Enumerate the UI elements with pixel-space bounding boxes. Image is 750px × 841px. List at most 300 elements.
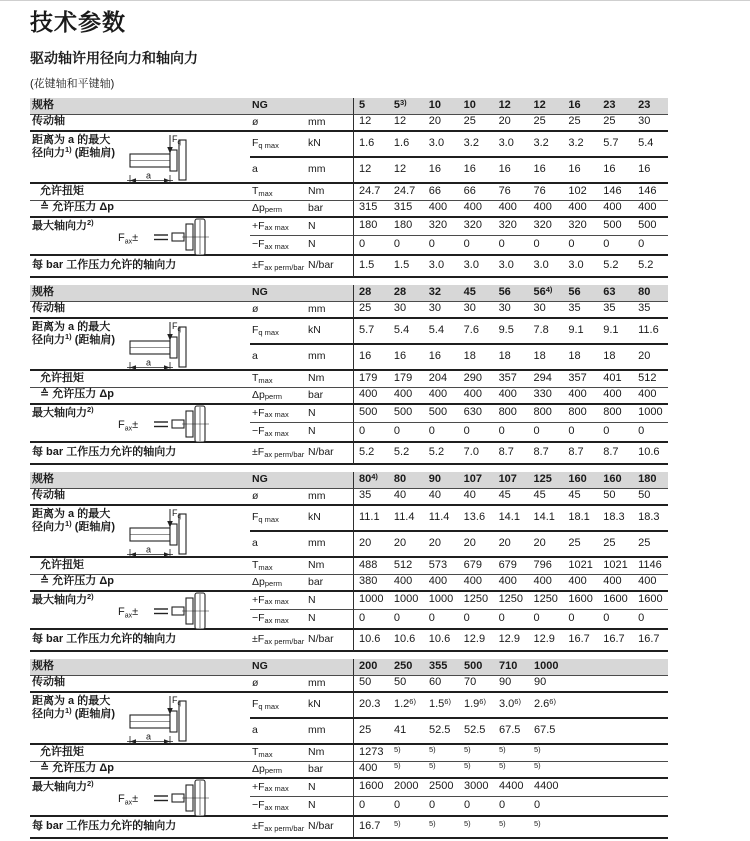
value-cell: 1000 bbox=[534, 659, 559, 672]
fax-plus-unit: N bbox=[308, 218, 353, 236]
fq-label: $F_q$ bbox=[172, 694, 181, 707]
value-cell: 40 bbox=[463, 489, 476, 502]
dim-a-label: a bbox=[146, 731, 152, 742]
value-cell: 0 bbox=[464, 798, 471, 811]
value-cell: 400 bbox=[393, 575, 413, 588]
value-cell: 0 bbox=[499, 798, 506, 811]
value-row-dia bbox=[353, 115, 668, 132]
value-cell: 18.3 bbox=[603, 510, 625, 523]
fax-plus-symbol: +F $_{ax max}$ bbox=[250, 779, 308, 797]
value-cell: 400 bbox=[533, 575, 552, 588]
value-row-fq bbox=[353, 319, 668, 345]
value-cell: 0 bbox=[568, 611, 575, 624]
value-cell: 0 bbox=[533, 424, 540, 437]
value-cell: 35 bbox=[359, 489, 372, 502]
value-cell: 16 bbox=[393, 349, 407, 362]
value-cell: 5) bbox=[429, 818, 436, 828]
value-cell: 9.5 bbox=[498, 323, 514, 336]
value-cell: 357 bbox=[498, 371, 517, 384]
spec-label: 规格 bbox=[30, 285, 250, 302]
a-unit: mm bbox=[308, 532, 353, 558]
value-cell: 320 bbox=[533, 219, 552, 232]
value-cell: 179 bbox=[359, 371, 378, 384]
value-cell: 800 bbox=[498, 406, 517, 419]
value-cell: 4400 bbox=[499, 780, 524, 793]
value-cell: 8.7 bbox=[603, 445, 619, 458]
value-cell: 5) bbox=[499, 744, 506, 754]
value-cell: 573 bbox=[428, 558, 448, 571]
value-row-fq bbox=[353, 132, 668, 158]
fax-label: $F_{ax}\pm$ bbox=[118, 792, 139, 807]
value-cell: 1600 bbox=[568, 593, 593, 606]
radial-line1: 距离为 a 的最大 bbox=[32, 133, 111, 146]
fax-minus-symbol: −F $_{ax max}$ bbox=[250, 423, 308, 443]
value-cell: 1.5$^{6)}$ bbox=[429, 696, 451, 710]
value-cell: 25 bbox=[638, 536, 651, 549]
value-cell: 11.1 bbox=[359, 510, 380, 523]
value-cell: 1000 bbox=[638, 406, 663, 419]
value-cell: 512 bbox=[393, 558, 413, 571]
value-cell: 5.2 bbox=[393, 445, 410, 458]
section-title: 驱动轴许用径向力和轴向力 bbox=[30, 49, 198, 66]
value-cell: 0 bbox=[429, 798, 436, 811]
value-cell: 179 bbox=[393, 371, 413, 384]
value-cell: 2500 bbox=[429, 780, 454, 793]
radial-force-label bbox=[30, 506, 250, 558]
fq-unit: kN bbox=[308, 506, 353, 532]
value-cell: 0 bbox=[638, 237, 645, 250]
fax-label: $F_{ax}\pm$ bbox=[118, 231, 139, 246]
value-cell: 320 bbox=[498, 219, 517, 232]
axial-line1: 最大轴向力$^{2)}$ bbox=[32, 591, 94, 606]
value-cell: 9.1 bbox=[568, 323, 584, 336]
value-cell: 45 bbox=[463, 285, 476, 298]
value-cell: 5.4 bbox=[638, 136, 654, 149]
perbar-label: 每 bar 工作压力允许的轴向力 bbox=[30, 630, 250, 652]
shaft-label: 传动轴 bbox=[30, 676, 250, 693]
value-cell: 12 bbox=[533, 98, 546, 111]
value-cell: 1600 bbox=[359, 780, 384, 793]
value-cell: 400 bbox=[498, 201, 517, 214]
value-cell: 10 bbox=[463, 98, 476, 111]
value-cell: 2.6$^{6)}$ bbox=[534, 696, 556, 710]
fq-unit: kN bbox=[308, 319, 353, 345]
value-row-dia bbox=[353, 489, 668, 506]
value-cell: 16 bbox=[533, 162, 546, 175]
value-cell: 5) bbox=[534, 818, 541, 828]
torque-label: 允许扭矩 bbox=[30, 558, 250, 575]
spec-table-block-2 bbox=[30, 285, 668, 465]
value-row-fax_minus bbox=[353, 797, 668, 817]
shaft-label: 传动轴 bbox=[30, 302, 250, 319]
value-cell: 56 bbox=[498, 285, 511, 298]
value-row-dp bbox=[353, 575, 668, 592]
value-cell: 20 bbox=[498, 536, 511, 549]
radial-line1: 距离为 a 的最大 bbox=[32, 694, 111, 707]
value-cell: 355 bbox=[429, 659, 448, 672]
value-cell: 63 bbox=[603, 285, 616, 298]
value-cell: 5) bbox=[394, 818, 401, 828]
value-cell: 1021 bbox=[603, 558, 628, 571]
value-cell: 70 bbox=[464, 676, 477, 689]
value-cell: 30 bbox=[533, 302, 546, 315]
value-cell: 0 bbox=[603, 611, 610, 624]
fax-minus-symbol: −F $_{ax max}$ bbox=[250, 797, 308, 817]
radial-force-diagram bbox=[126, 133, 198, 185]
pressure-label: ≙ 允许压力 Δp bbox=[30, 762, 250, 779]
value-cell: 30 bbox=[463, 302, 476, 315]
value-cell: 0 bbox=[359, 424, 366, 437]
value-cell: 20 bbox=[463, 536, 476, 549]
value-cell: 0 bbox=[498, 611, 505, 624]
value-cell: 30 bbox=[393, 302, 407, 315]
value-cell: 1250 bbox=[498, 593, 524, 606]
value-cell: 16 bbox=[428, 349, 442, 362]
value-cell: 25 bbox=[603, 115, 616, 128]
value-cell: 8.7 bbox=[498, 445, 514, 458]
value-cell: 401 bbox=[603, 371, 622, 384]
a-unit: mm bbox=[308, 719, 353, 745]
value-cell: 0 bbox=[428, 611, 435, 624]
value-cell: 630 bbox=[463, 406, 483, 419]
value-cell: 3.0 bbox=[498, 258, 514, 271]
value-row-t bbox=[353, 745, 668, 762]
fq-symbol: F $_{q max}$ bbox=[250, 693, 308, 719]
value-cell: 5) bbox=[534, 744, 541, 754]
fax-plus-symbol: +F $_{ax max}$ bbox=[250, 218, 308, 236]
value-cell: 180 bbox=[638, 472, 657, 485]
value-cell: 1.6 bbox=[393, 136, 410, 149]
value-cell: 16 bbox=[463, 162, 476, 175]
value-cell: 18.1 bbox=[568, 510, 590, 523]
value-cell: 12 bbox=[498, 98, 511, 111]
torque-label: 允许扭矩 bbox=[30, 184, 250, 201]
value-cell: 400 bbox=[463, 388, 483, 401]
value-cell: 14.1 bbox=[498, 510, 520, 523]
spec-symbol: NG bbox=[250, 285, 308, 302]
torque-symbol: T $_{max}$ bbox=[250, 184, 308, 201]
fax-minus-unit: N bbox=[308, 423, 353, 443]
value-cell: 5.7 bbox=[359, 323, 375, 336]
value-row-fax_minus bbox=[353, 236, 668, 256]
value-cell: 1600 bbox=[638, 593, 663, 606]
value-cell: 315 bbox=[393, 201, 413, 214]
value-cell: 5.4 bbox=[393, 323, 410, 336]
value-cell: 3.0 bbox=[428, 136, 445, 149]
value-cell: 24.7 bbox=[393, 184, 416, 197]
value-cell: 12 bbox=[359, 115, 372, 128]
value-cell: 30 bbox=[428, 302, 442, 315]
value-cell: 400 bbox=[533, 201, 552, 214]
value-cell: 35 bbox=[638, 302, 651, 315]
value-cell: 146 bbox=[603, 184, 622, 197]
value-row-dia bbox=[353, 676, 668, 693]
value-cell: 20 bbox=[428, 536, 442, 549]
value-cell: 30 bbox=[638, 115, 651, 128]
value-row-per_bar bbox=[353, 443, 668, 465]
perbar-unit: N/bar bbox=[308, 256, 353, 278]
perbar-unit: N/bar bbox=[308, 443, 353, 465]
value-cell: 796 bbox=[533, 558, 552, 571]
pressure-symbol: Δp $_{perm}$ bbox=[250, 201, 308, 218]
value-cell: 35 bbox=[603, 302, 616, 315]
value-cell: 18 bbox=[498, 349, 511, 362]
fax-minus-symbol: −F $_{ax max}$ bbox=[250, 610, 308, 630]
value-cell: 500 bbox=[359, 406, 378, 419]
fax-minus-unit: N bbox=[308, 610, 353, 630]
value-cell: 25 bbox=[463, 115, 476, 128]
value-cell: 1.6 bbox=[359, 136, 375, 149]
shaft-symbol: ø bbox=[250, 676, 308, 693]
value-cell: 5.2 bbox=[638, 258, 654, 271]
torque-symbol: T $_{max}$ bbox=[250, 371, 308, 388]
radial-line1: 距离为 a 的最大 bbox=[32, 507, 111, 520]
value-cell: 28 bbox=[393, 285, 407, 298]
value-cell: 290 bbox=[463, 371, 483, 384]
value-cell: 0 bbox=[498, 424, 505, 437]
value-cell: 400 bbox=[393, 388, 413, 401]
pressure-label: ≙ 允许压力 Δp bbox=[30, 201, 250, 218]
value-cell: 315 bbox=[359, 201, 378, 214]
value-cell: 1000 bbox=[359, 593, 384, 606]
value-cell: 160 bbox=[603, 472, 622, 485]
value-cell: 0 bbox=[603, 424, 610, 437]
value-cell: 50 bbox=[603, 489, 616, 502]
pressure-label: ≙ 允许压力 Δp bbox=[30, 388, 250, 405]
value-cell: 0 bbox=[393, 237, 401, 250]
torque-unit: Nm bbox=[308, 371, 353, 388]
torque-label: 允许扭矩 bbox=[30, 371, 250, 388]
value-cell: 52.5 bbox=[429, 723, 451, 736]
spec-table-block-4 bbox=[30, 659, 668, 839]
value-cell: 18 bbox=[533, 349, 546, 362]
value-cell: 10.6 bbox=[638, 445, 660, 458]
value-row-a bbox=[353, 345, 668, 371]
value-cell: 1146 bbox=[638, 558, 662, 571]
value-cell: 5) bbox=[464, 744, 471, 754]
torque-unit: Nm bbox=[308, 745, 353, 762]
value-row-fax_minus bbox=[353, 423, 668, 443]
value-cell: 679 bbox=[498, 558, 517, 571]
value-cell: 18.3 bbox=[638, 510, 660, 523]
pressure-unit: bar bbox=[308, 575, 353, 592]
spec-label: 规格 bbox=[30, 472, 250, 489]
value-row-dia bbox=[353, 302, 668, 319]
value-row-fax_plus bbox=[353, 405, 668, 423]
torque-symbol: T $_{max}$ bbox=[250, 558, 308, 575]
pressure-unit: bar bbox=[308, 201, 353, 218]
value-cell: 3000 bbox=[464, 780, 489, 793]
value-cell: 146 bbox=[638, 184, 657, 197]
value-cell: 1250 bbox=[533, 593, 558, 606]
value-cell: 1000 bbox=[393, 593, 419, 606]
value-cell: 710 bbox=[499, 659, 518, 672]
value-cell: 3.2 bbox=[568, 136, 584, 149]
value-cell: 4400 bbox=[534, 780, 559, 793]
spec-unit-empty bbox=[308, 285, 353, 302]
axial-force-diagram bbox=[116, 405, 238, 443]
spec-table-block-3 bbox=[30, 472, 668, 652]
radial-line1: 距离为 a 的最大 bbox=[32, 320, 111, 333]
perbar-symbol: ±F $_{ax perm/bar}$ bbox=[250, 817, 308, 839]
value-cell: 3.0$^{6)}$ bbox=[499, 696, 521, 710]
value-cell: 7.6 bbox=[463, 323, 479, 336]
value-cell: 16.7 bbox=[359, 819, 381, 832]
value-cell: 11.4 bbox=[428, 510, 450, 523]
value-cell: 16 bbox=[428, 162, 442, 175]
fax-minus-unit: N bbox=[308, 236, 353, 256]
radial-force-label bbox=[30, 693, 250, 745]
pressure-unit: bar bbox=[308, 762, 353, 779]
value-cell: 25 bbox=[603, 536, 616, 549]
value-cell: 1.5 bbox=[359, 258, 375, 271]
value-cell: 0 bbox=[638, 424, 645, 437]
value-cell: 16 bbox=[498, 162, 511, 175]
value-cell: 80 bbox=[393, 472, 407, 485]
value-row-fax_plus bbox=[353, 218, 668, 236]
value-cell: 357 bbox=[568, 371, 587, 384]
value-cell: 800 bbox=[603, 406, 622, 419]
value-cell: 25 bbox=[359, 723, 372, 736]
value-cell: 5.2 bbox=[603, 258, 619, 271]
value-cell: 25 bbox=[568, 115, 581, 128]
value-cell: 12.9 bbox=[533, 632, 555, 645]
value-cell: 20 bbox=[638, 349, 651, 362]
value-cell: 160 bbox=[568, 472, 587, 485]
value-cell: 5) bbox=[429, 761, 436, 771]
fax-plus-unit: N bbox=[308, 779, 353, 797]
fax-minus-symbol: −F $_{ax max}$ bbox=[250, 236, 308, 256]
section-note: (花键轴和平键轴) bbox=[30, 77, 115, 90]
value-row-per_bar bbox=[353, 630, 668, 652]
value-cell: 76 bbox=[498, 184, 511, 197]
value-row-per_bar bbox=[353, 256, 668, 278]
value-cell: 1600 bbox=[603, 593, 628, 606]
fax-plus-symbol: +F $_{ax max}$ bbox=[250, 592, 308, 610]
value-row-dp bbox=[353, 762, 668, 779]
radial-force-diagram bbox=[126, 320, 198, 372]
value-cell: 12.9 bbox=[463, 632, 486, 645]
value-cell: 25 bbox=[568, 536, 581, 549]
torque-unit: Nm bbox=[308, 558, 353, 575]
value-cell: 7.8 bbox=[533, 323, 549, 336]
value-cell: 20 bbox=[498, 115, 511, 128]
value-cell: 5) bbox=[464, 818, 471, 828]
perbar-unit: N/bar bbox=[308, 817, 353, 839]
value-cell: 400 bbox=[568, 575, 587, 588]
value-cell: 10 bbox=[428, 98, 442, 111]
value-cell: 512 bbox=[638, 371, 657, 384]
value-cell: 0 bbox=[428, 424, 435, 437]
value-cell: 67.5 bbox=[499, 723, 521, 736]
value-cell: 20 bbox=[393, 536, 407, 549]
perbar-symbol: ±F $_{ax perm/bar}$ bbox=[250, 443, 308, 465]
value-cell: 18 bbox=[463, 349, 476, 362]
axial-line1: 最大轴向力$^{2)}$ bbox=[32, 404, 94, 419]
radial-force-diagram bbox=[126, 694, 198, 746]
shaft-symbol: ø bbox=[250, 115, 308, 132]
value-cell: 380 bbox=[359, 575, 378, 588]
pressure-symbol: Δp $_{perm}$ bbox=[250, 575, 308, 592]
value-cell: 400 bbox=[603, 388, 622, 401]
value-cell: 0 bbox=[393, 611, 401, 624]
value-cell: 0 bbox=[568, 424, 575, 437]
value-row-ng bbox=[353, 98, 668, 115]
value-cell: 5) bbox=[394, 744, 401, 754]
value-cell: 45 bbox=[533, 489, 546, 502]
value-cell: 56 bbox=[568, 285, 581, 298]
value-cell: 180 bbox=[359, 219, 378, 232]
value-cell: 400 bbox=[603, 575, 622, 588]
value-cell: 1.2$^{6)}$ bbox=[394, 696, 416, 710]
value-row-fax_plus bbox=[353, 592, 668, 610]
value-row-ng bbox=[353, 659, 668, 676]
value-cell: 5) bbox=[499, 818, 506, 828]
value-cell: 3.2 bbox=[533, 136, 549, 149]
page-title: 技术参数 bbox=[30, 9, 126, 35]
value-cell: 20 bbox=[428, 115, 442, 128]
value-cell: 0 bbox=[359, 237, 366, 250]
axial-force-diagram bbox=[116, 779, 238, 817]
value-cell: 5) bbox=[429, 744, 436, 754]
shaft-label: 传动轴 bbox=[30, 115, 250, 132]
value-cell: 20.3 bbox=[359, 697, 381, 710]
value-cell: 400 bbox=[428, 388, 448, 401]
value-cell: 90 bbox=[499, 676, 512, 689]
fq-symbol: F $_{q max}$ bbox=[250, 132, 308, 158]
value-cell: 8.7 bbox=[568, 445, 584, 458]
fq-symbol: F $_{q max}$ bbox=[250, 506, 308, 532]
perbar-unit: N/bar bbox=[308, 630, 353, 652]
value-cell: 5) bbox=[534, 761, 541, 771]
value-cell: 16.7 bbox=[638, 632, 660, 645]
spec-unit-empty bbox=[308, 98, 353, 115]
value-cell: 66 bbox=[428, 184, 442, 197]
value-row-fq bbox=[353, 506, 668, 532]
perbar-symbol: ±F $_{ax perm/bar}$ bbox=[250, 630, 308, 652]
value-cell: 204 bbox=[428, 371, 448, 384]
value-cell: 500 bbox=[393, 406, 413, 419]
value-cell: 11.6 bbox=[638, 323, 659, 336]
a-unit: mm bbox=[308, 345, 353, 371]
value-cell: 30 bbox=[498, 302, 511, 315]
spec-unit-empty bbox=[308, 472, 353, 489]
value-cell: 320 bbox=[428, 219, 448, 232]
value-row-dp bbox=[353, 201, 668, 218]
value-cell: 52.5 bbox=[464, 723, 486, 736]
fq-unit: kN bbox=[308, 693, 353, 719]
value-cell: 200 bbox=[359, 659, 378, 672]
fq-symbol: F $_{q max}$ bbox=[250, 319, 308, 345]
radial-line2: 径向力$^{1)}$ (距轴肩) bbox=[32, 332, 116, 347]
value-cell: 500 bbox=[428, 406, 448, 419]
value-cell: 0 bbox=[393, 424, 401, 437]
spec-symbol: NG bbox=[250, 472, 308, 489]
axial-line1: 最大轴向力$^{2)}$ bbox=[32, 217, 94, 232]
perbar-label: 每 bar 工作压力允许的轴向力 bbox=[30, 256, 250, 278]
value-cell: 50 bbox=[359, 676, 372, 689]
axial-force-diagram bbox=[116, 218, 238, 256]
radial-line2: 径向力$^{1)}$ (距轴肩) bbox=[32, 706, 116, 721]
axial-force-diagram bbox=[116, 592, 238, 630]
value-cell: 500 bbox=[638, 219, 657, 232]
value-cell: 800 bbox=[533, 406, 552, 419]
value-cell: 16 bbox=[568, 162, 581, 175]
spec-symbol: NG bbox=[250, 98, 308, 115]
value-cell: 320 bbox=[568, 219, 587, 232]
value-cell: 5 bbox=[359, 98, 366, 111]
value-cell: 45 bbox=[498, 489, 511, 502]
